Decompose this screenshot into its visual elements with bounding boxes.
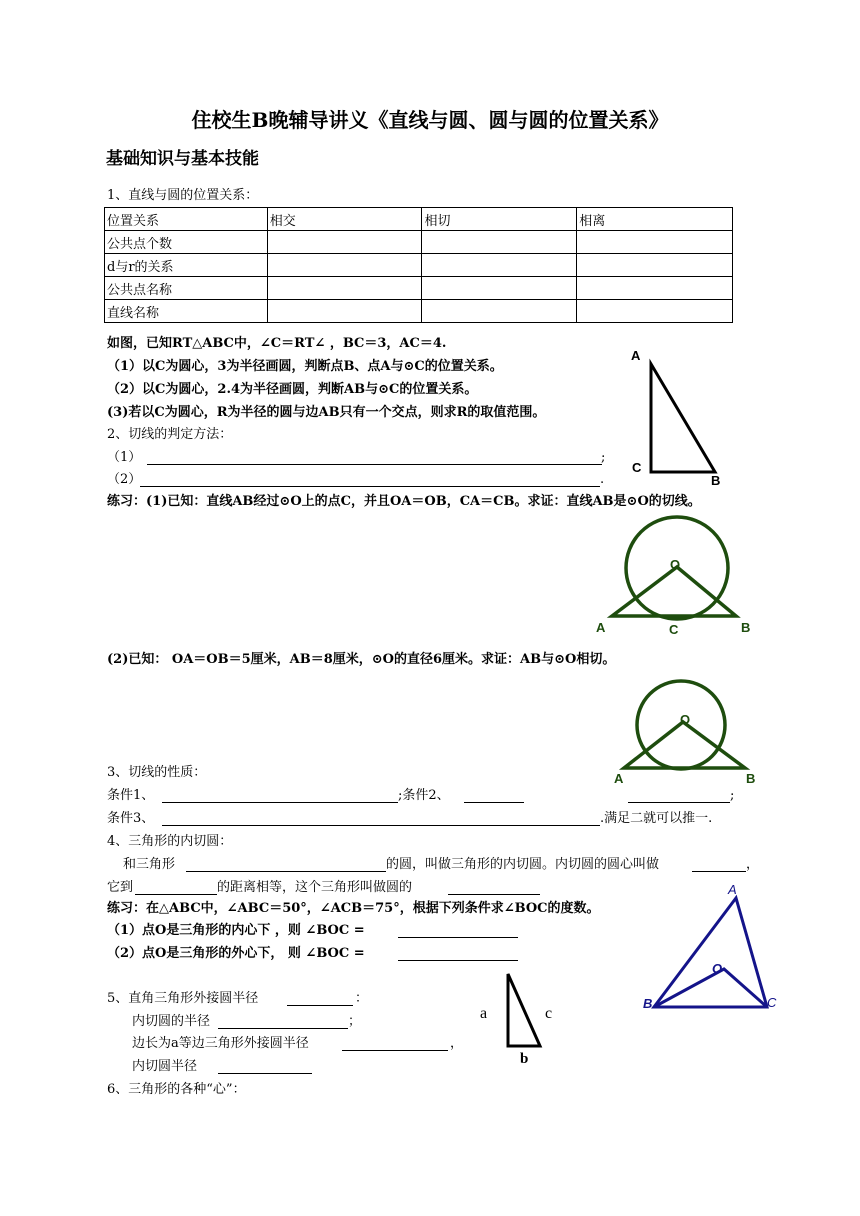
- answer-cell: [577, 300, 733, 323]
- q3-cond-3: 条件3、: [107, 811, 155, 826]
- q4-line-1c: ，: [746, 857, 760, 872]
- q2-line-2-label: （2）: [107, 472, 142, 487]
- table-cell: 公共点个数: [105, 231, 268, 254]
- q5-line-4: 内切圆半径: [132, 1059, 198, 1074]
- q3-cond-2-end: ;: [730, 788, 735, 803]
- answer-cell: [422, 277, 577, 300]
- triangle-shape: [651, 364, 715, 472]
- q2-line-1-label: （1）: [107, 450, 142, 465]
- label-o: O: [670, 557, 681, 572]
- q4-line-1a: 和三角形: [123, 857, 176, 872]
- page-title: 住校生B晚辅导讲义《直线与圆、圆与圆的位置关系》: [191, 108, 669, 132]
- label-o: O: [680, 712, 691, 727]
- q3-heading: 3、切线的性质：: [107, 765, 207, 780]
- q5-line-2a: 内切圆的半径: [132, 1014, 211, 1029]
- q4-line-2a: 它到: [107, 880, 134, 895]
- label-c: C: [669, 622, 679, 637]
- label-b: B: [711, 473, 721, 488]
- label-a: A: [631, 348, 641, 363]
- q4-heading: 4、三角形的内切圆：: [107, 834, 233, 849]
- example-part-3: (3)若以C为圆心，R为半径的圆与边AB只有一个交点，则求R的取值范围。: [107, 405, 546, 420]
- table-cell: 公共点名称: [105, 277, 268, 300]
- blank-line: [135, 894, 217, 895]
- table-cell: 直线名称: [105, 300, 268, 323]
- label-b: B: [741, 620, 751, 635]
- blank-line: [147, 464, 602, 465]
- blank-line: [140, 486, 600, 487]
- q4-line-2b: 的距离相等，这个三角形叫做圆的: [217, 880, 413, 895]
- table-row: [105, 208, 733, 231]
- blank-line: [464, 802, 524, 803]
- answer-cell: [577, 254, 733, 277]
- section-heading: 基础知识与基本技能: [106, 149, 259, 169]
- q4-practice: 练习：在△ABC中，∠ABC＝50°，∠ACB＝75°，根据下列条件求∠BOC的度数。: [107, 901, 600, 916]
- table-cell: 相离: [577, 208, 733, 231]
- q4-line-1b: 的圆，叫做三角形的内切圆。内切圆的圆心叫做: [386, 857, 660, 872]
- table-row: [105, 277, 733, 300]
- label-a: a: [480, 1005, 488, 1022]
- practice-1: 练习：(1)已知：直线AB经过⊙O上的点C，并且OA＝OB，CA＝CB。求证：直线AB是⊙O的切线。: [107, 494, 701, 509]
- blank-line: [448, 894, 540, 895]
- practice-2: (2)已知： OA＝OB＝5厘米，AB＝8厘米，⊙O的直径6厘米。求证：AB与⊙O相切。: [107, 652, 616, 667]
- blank-line: [398, 937, 518, 938]
- tangent-circle-figure-1: [590, 515, 760, 640]
- q3-cond-1: 条件1、: [107, 788, 155, 803]
- label-c: c: [545, 1005, 553, 1022]
- label-b: B: [643, 996, 653, 1011]
- label-a: A: [728, 882, 737, 897]
- table-cell: d与r的关系: [105, 254, 268, 277]
- right-triangle-figure: [626, 342, 732, 490]
- q2-line-1-end: ;: [601, 450, 606, 465]
- blank-line: [218, 1073, 312, 1074]
- answer-cell: [267, 254, 422, 277]
- blank-line: [692, 871, 746, 872]
- label-b: B: [746, 771, 756, 786]
- q5-line-1a: 5、直角三角形外接圆半径: [107, 991, 259, 1006]
- answer-cell: [267, 231, 422, 254]
- label-a: A: [614, 771, 624, 786]
- blank-line: [342, 1050, 448, 1051]
- label-a: A: [596, 620, 606, 635]
- answer-cell: [422, 254, 577, 277]
- label-c: C: [767, 995, 777, 1010]
- table-cell: 相交: [267, 208, 422, 231]
- blank-line: [398, 960, 518, 961]
- label-b: b: [520, 1051, 529, 1067]
- answer-cell: [422, 231, 577, 254]
- q1-heading: 1、直线与圆的位置关系：: [107, 188, 259, 203]
- table-cell: 位置关系: [105, 208, 268, 231]
- label-c: C: [632, 460, 642, 475]
- q4-part-2: （2）点O是三角形的外心下， 则 ∠BOC =: [107, 946, 365, 961]
- q4-part-1: （1）点O是三角形的内心下 ，则 ∠BOC =: [107, 923, 365, 938]
- q2-line-2-end: .: [600, 472, 605, 487]
- triangle-boc-figure: [640, 878, 782, 1018]
- blank-line: [218, 1028, 348, 1029]
- q5-line-1b: ：: [355, 991, 369, 1006]
- answer-cell: [577, 277, 733, 300]
- blank-line: [628, 802, 730, 803]
- label-o: O: [712, 961, 723, 976]
- blank-line: [162, 825, 600, 826]
- answer-cell: [422, 300, 577, 323]
- answer-cell: [267, 277, 422, 300]
- blank-line: [287, 1005, 353, 1006]
- triangle-shape: [508, 974, 540, 1046]
- q3-cond-2: ;条件2、: [398, 788, 450, 803]
- position-relation-table: [104, 207, 733, 323]
- table-cell: 相切: [422, 208, 577, 231]
- q3-cond-3-end: .满足二就可以推一.: [600, 811, 713, 826]
- segments-bo-oc: [654, 969, 767, 1007]
- blank-line: [162, 802, 398, 803]
- table-row: [105, 254, 733, 277]
- answer-cell: [577, 231, 733, 254]
- example-part-2: （2）以C为圆心，2.4为半径画圆，判断AB与⊙C的位置关系。: [107, 382, 478, 397]
- tangent-circle-figure-2: [610, 678, 770, 788]
- q5-line-3a: 边长为a等边三角形外接圆半径: [132, 1036, 309, 1051]
- answer-cell: [267, 300, 422, 323]
- example-part-1: （1）以C为圆心，3为半径画圆，判断点B、点A与⊙C的位置关系。: [107, 359, 503, 374]
- q2-heading: 2、切线的判定方法：: [107, 427, 233, 442]
- right-triangle-abc-figure: [472, 966, 562, 1070]
- table-row: [105, 300, 733, 323]
- q6-heading: 6、三角形的各种“心”：: [107, 1082, 246, 1097]
- example-intro: 如图，已知RT△ABC中，∠C＝RT∠ ，BC＝3，AC＝4.: [107, 336, 447, 351]
- q5-line-3b: ，: [450, 1036, 464, 1051]
- blank-line: [186, 871, 386, 872]
- q5-line-2b: ；: [348, 1014, 362, 1029]
- table-row: [105, 231, 733, 254]
